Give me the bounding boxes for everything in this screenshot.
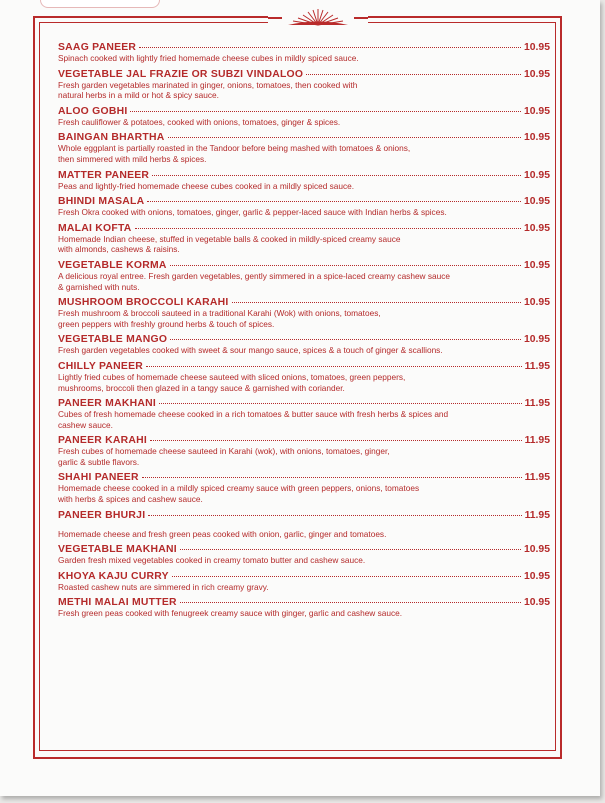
description-line: Fresh Okra cooked with onions, tomatoes, ginger, garlic & pepper-laced sauce with Indian herbs & spices.: [58, 207, 447, 218]
dish-description: [58, 80, 548, 101]
menu-item: [58, 510, 550, 540]
menu-item: [58, 132, 550, 164]
dish-name: SAAG PANEER: [58, 42, 137, 53]
dot-leader: [170, 265, 521, 266]
menu-item-heading: [58, 42, 550, 53]
dish-description: [58, 345, 548, 356]
description-line: with herbs & spices and cashew sauce.: [58, 494, 203, 505]
dot-leader: [139, 47, 521, 48]
menu-item-heading: [58, 196, 550, 207]
description-line: Fresh mushroom & broccoli sauteed in a traditional Karahi (Wok) with onions, tomatoes,: [58, 308, 381, 319]
dish-name: METHI MALAI MUTTER: [58, 597, 177, 609]
dish-price: 11.95: [524, 509, 550, 521]
dish-name: PANEER MAKHANI: [58, 398, 156, 410]
dish-name: MUSHROOM BROCCOLI KARAHI: [58, 297, 229, 309]
dish-description: [58, 446, 548, 467]
dish-name: BAINGAN BHARTHA: [58, 132, 165, 144]
description-line: Cubes of fresh homemade cheese cooked in a rich tomatoes & butter sauce with fresh herbs & spices and: [58, 409, 449, 420]
dish-price: 10.95: [523, 105, 550, 117]
description-line: Whole eggplant is partially roasted in the Tandoor before being mashed with tomatoes & onions,: [58, 143, 411, 154]
dish-description: [58, 582, 548, 593]
dish-price: 10.95: [523, 544, 550, 556]
dish-price: 11.95: [524, 472, 550, 484]
menu-item: [58, 597, 550, 619]
menu-item-heading: [58, 170, 550, 181]
description-line: natural herbs in a mild or hot & spicy sauce.: [58, 90, 219, 101]
dish-name: ALOO GOBHI: [58, 105, 128, 117]
dish-description: [58, 483, 548, 504]
dish-price: 11.95: [524, 360, 550, 372]
dot-leader: [172, 576, 521, 577]
description-line: with almonds, cashews & raisins.: [58, 244, 180, 255]
dish-description: [58, 308, 548, 329]
dish-description: [58, 117, 548, 128]
dish-price: 10.95: [523, 196, 550, 208]
menu-item-heading: [58, 361, 550, 372]
dot-leader: [142, 477, 522, 478]
menu-item-heading: [58, 106, 550, 117]
description-line: Fresh garden vegetables cooked with sweet & sour mango sauce, spices & a touch of ginger & scallions.: [58, 345, 443, 356]
menu-item: [58, 69, 550, 101]
menu-item: [58, 106, 550, 128]
menu-item-heading: [58, 398, 550, 409]
menu-item: [58, 472, 550, 504]
dish-description: [58, 608, 548, 619]
dish-price: 10.95: [523, 169, 550, 181]
dish-name: PANEER KARAHI: [58, 435, 148, 447]
description-line: Fresh cubes of homemade cheese sauteed in Karahi (wok), with onions, tomatoes, ginger,: [58, 446, 390, 457]
dish-name: VEGETABLE JAL FRAZIE OR SUBZI VINDALOO: [58, 68, 304, 80]
dish-price: 10.95: [523, 222, 550, 234]
dot-leader: [148, 515, 521, 516]
menu-item: [58, 544, 550, 566]
dish-description: [58, 529, 548, 540]
page-tab: [40, 0, 160, 8]
dish-price: 10.95: [523, 297, 550, 309]
description-line: Fresh green peas cooked with fenugreek creamy sauce with ginger, garlic and cashew sauce.: [58, 608, 403, 619]
dish-description: [58, 271, 548, 292]
dish-description: [58, 372, 548, 393]
dish-description: [58, 53, 548, 64]
dish-price: 10.95: [523, 68, 550, 80]
menu-item-heading: [58, 544, 550, 555]
dish-name: VEGETABLE KORMA: [58, 259, 167, 271]
menu-item-heading: [58, 260, 550, 271]
menu-item: [58, 196, 550, 218]
dish-price: 11.95: [524, 435, 550, 447]
menu-item-heading: [58, 472, 550, 483]
dish-name: BHINDI MASALA: [58, 196, 145, 208]
dot-leader: [306, 74, 521, 75]
menu-item-heading: [58, 597, 550, 608]
dot-leader: [232, 302, 521, 303]
dot-leader: [130, 111, 521, 112]
menu-item: [58, 260, 550, 292]
description-line: Fresh garden vegetables marinated in ginger, onions, tomatoes, then cooked with: [58, 79, 358, 90]
description-line: then simmered with mild herbs & spices.: [58, 153, 207, 164]
dot-leader: [135, 228, 521, 229]
menu-item: [58, 223, 550, 255]
dish-name: VEGETABLE MAKHANI: [58, 544, 177, 556]
dot-leader: [147, 201, 521, 202]
description-line: cashew sauce.: [58, 419, 113, 430]
dish-description: [58, 207, 548, 218]
dish-name: CHILLY PANEER: [58, 360, 144, 372]
dish-price: 11.95: [524, 398, 550, 410]
dish-price: 10.95: [523, 570, 550, 582]
dish-price: 10.95: [523, 42, 550, 53]
dot-leader: [180, 602, 521, 603]
menu-item: [58, 297, 550, 329]
dish-name: PANEER BHURJI: [58, 509, 146, 521]
menu-item-heading: [58, 435, 550, 446]
description-line: & garnished with nuts.: [58, 281, 140, 292]
menu-item: [58, 435, 550, 467]
dish-description: [58, 555, 548, 566]
description-line: Homemade cheese and fresh green peas cooked with onion, garlic, ginger and tomatoes.: [58, 528, 387, 539]
dot-leader: [159, 403, 522, 404]
dish-price: 10.95: [523, 259, 550, 271]
dot-leader: [170, 339, 521, 340]
menu-item-heading: [58, 510, 550, 521]
dish-description: [58, 181, 548, 192]
menu-item: [58, 170, 550, 192]
description-line: mushrooms, broccoli then glazed in a tangy sauce & garnished with coriander.: [58, 382, 345, 393]
description-line: Fresh cauliflower & potatoes, cooked with onions, tomatoes, ginger & spices.: [58, 116, 341, 127]
dish-name: VEGETABLE MANGO: [58, 334, 168, 346]
menu-item-list: [58, 42, 550, 624]
dot-leader: [168, 137, 521, 138]
dot-leader: [150, 440, 521, 441]
menu-item-heading: [58, 297, 550, 308]
description-line: Homemade Indian cheese, stuffed in vegetable balls & cooked in mildly-spiced creamy sauce: [58, 233, 401, 244]
description-line: Peas and lightly-fried homemade cheese cubes cooked in a mildly spiced sauce.: [58, 180, 355, 191]
lotus-ornament-icon: [268, 6, 368, 32]
dish-price: 10.95: [523, 334, 550, 346]
dish-description: [58, 143, 548, 164]
dot-leader: [152, 175, 521, 176]
menu-item: [58, 42, 550, 64]
dish-name: KHOYA KAJU CURRY: [58, 570, 169, 582]
menu-item-heading: [58, 223, 550, 234]
dish-description: [58, 409, 548, 430]
menu-item: [58, 334, 550, 356]
dish-name: MATTER PANEER: [58, 169, 150, 181]
description-line: garlic & subtle flavors.: [58, 456, 140, 467]
description-line: Lightly fried cubes of homemade cheese sauteed with sliced onions, tomatoes, green peppers,: [58, 371, 406, 382]
dish-name: SHAHI PANEER: [58, 472, 139, 484]
description-line: A delicious royal entree. Fresh garden vegetables, gently simmered in a spice-laced creamy cashew sauce: [58, 270, 450, 281]
menu-item: [58, 571, 550, 593]
menu-item: [58, 361, 550, 393]
description-line: green peppers with freshly ground herbs & touch of spices.: [58, 318, 275, 329]
description-line: Homemade cheese cooked in a mildly spiced creamy sauce with green peppers, onions, tomatoes: [58, 483, 420, 494]
menu-item-heading: [58, 571, 550, 582]
menu-item: [58, 398, 550, 430]
dish-price: 10.95: [523, 597, 550, 609]
menu-item-heading: [58, 132, 550, 143]
description-line: Garden fresh mixed vegetables cooked in creamy tomato butter and cashew sauce.: [58, 555, 366, 566]
menu-item-heading: [58, 69, 550, 80]
menu-item-heading: [58, 334, 550, 345]
dot-leader: [180, 549, 521, 550]
description-line: Spinach cooked with lightly fried homemade cheese cubes in mildly spiced sauce.: [58, 53, 359, 63]
dish-name: MALAI KOFTA: [58, 222, 132, 234]
dish-description: [58, 234, 548, 255]
dish-price: 10.95: [523, 132, 550, 144]
description-line: Roasted cashew nuts are simmered in rich creamy gravy.: [58, 581, 269, 592]
dot-leader: [146, 366, 522, 367]
